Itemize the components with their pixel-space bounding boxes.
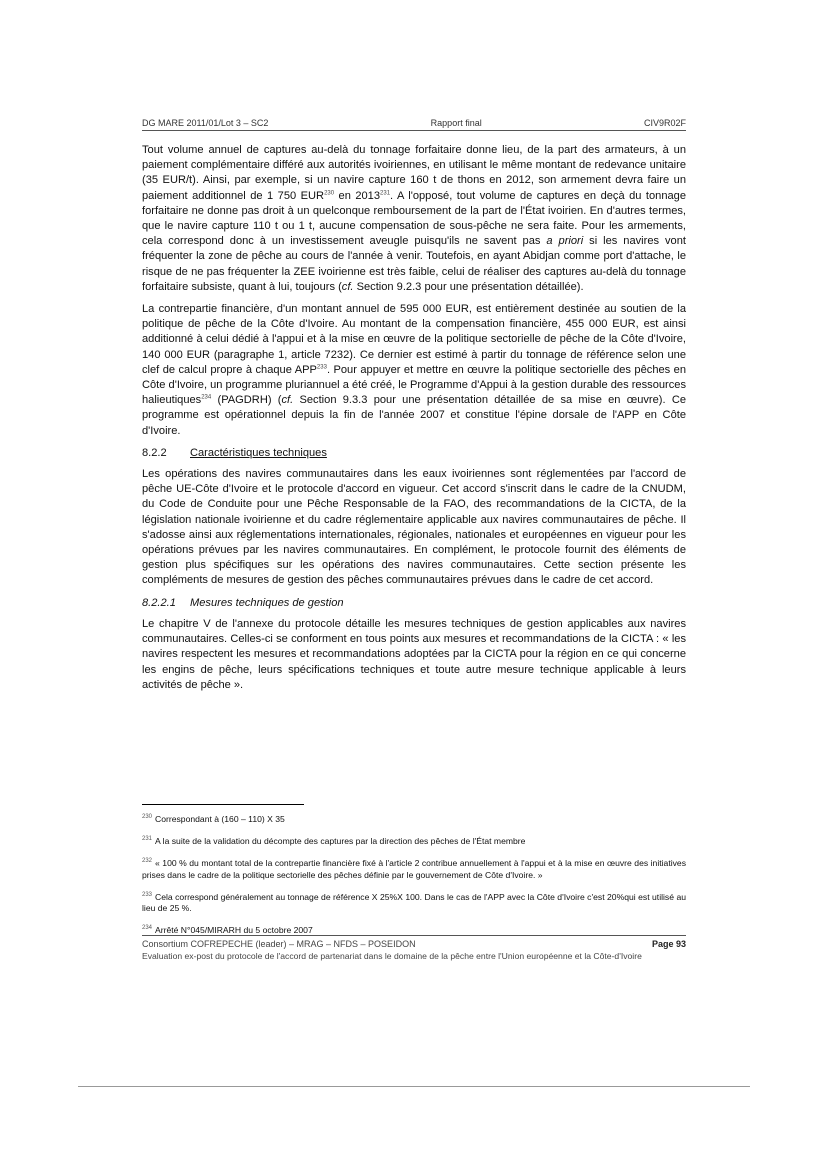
header-center: Rapport final <box>430 118 482 128</box>
paragraph-2 <box>142 302 686 439</box>
footnote <box>142 811 686 825</box>
footnotes <box>142 811 686 944</box>
footer-row <box>142 939 686 949</box>
footnote-text: Arrêté N°045/MIRARH du 5 octobre 2007 <box>155 925 313 936</box>
subsection-number: 8.2.2.1 <box>142 596 176 609</box>
page-number: Page 93 <box>651 939 686 949</box>
section-title: Caractéristiques techniques <box>190 446 327 459</box>
footnote-ref-233[interactable]: 233 <box>316 364 327 371</box>
paragraph-4: Le chapitre V de l'annexe du protocole détaille les mesures techniques de gestion applicables aux navires communautaires. Celles-ci se conforment en tous points aux mesures et recommandations de la CICTA : « les navires respectent les mesures et recommandations adoptées par la CICTA pour la région en ce qui concerne les engins de pêche, leurs spécifications techniques et toute autre mesure technique applicable à leurs activités de pêche ». <box>142 617 686 691</box>
footnote-ref-230[interactable]: 230 <box>324 189 335 196</box>
paragraph-3: Les opérations des navires communautaires dans les eaux ivoiriennes sont réglementées par l'accord de pêche UE-Côte d'Ivoire et le protocole d'accord en vigueur. Cet accord s'inscrit dans le cadre de la CNUDM, du Code de Conduite pour une Pêche Responsable de la FAO, des recommandations de la CICTA, de la législation nationale ivoirienne et du cadre réglementaire applicable aux navires communautaires de pêche. Il s'adosse ainsi aux réglementations internationales, régionales, nationales et européennes en vigueur pour les opérations prévues par les navires communautaires. En complément, le protocole fournit des éléments de gestion plus spécifiques sur les opérations des navires communautaires. Cette section présente les compléments de mesures de gestion des pêches communautaires prévues dans le cadre de cet accord. <box>142 468 686 587</box>
p1-cf: cf. <box>341 280 354 293</box>
footnote-text: Correspondant à (160 – 110) X 35 <box>155 813 285 824</box>
footnote-text: « 100 % du montant total de la contrepartie financière fixé à l'article 2 contribue annuellement à l'appui et à la mise en œuvre des initiatives prises dans le cadre de la politique sectorielle des pêches définie par le gouvernement de Côte d'Ivoire. » <box>142 857 686 880</box>
footnote-separator <box>142 804 304 805</box>
p2-text-c: (PAGDRH) ( <box>211 394 282 407</box>
p2-text-b: . Pour appuyer et mettre en œuvre la politique sectorielle des pêches en Côte d'Ivoire, un programme pluriannuel a été créé, le Programme d'Appui à la gestion durable des ressources halieutiques <box>142 363 686 407</box>
footnote-ref-231[interactable]: 231 <box>380 189 391 196</box>
footnote-ref-234[interactable]: 234 <box>201 394 212 401</box>
p1-text-a: Tout volume annuel de captures au-delà du tonnage forfaitaire donne lieu, de la part des armateurs, à un paiement complémentaire différé aux autorités ivoiriennes, en utilisant le même montant de redevance unitaire (35 EUR/t). Ainsi, par exemple, si un navire capture 160 t de thons en 2012, son armement devra faire un paiement additionnel de 1 750 EUR <box>142 144 686 202</box>
footnote-text: Cela correspond généralement au tonnage de référence X 25%X 100. Dans le cas de l'APP avec la Côte d'Ivoire c'est 20%qui est utilisé au lieu de 25 %. <box>142 891 686 914</box>
p1-text-c: . A l'opposé, tout volume de captures en deçà du tonnage forfaitaire ne donne pas droit à un quelconque remboursement de la part de l'État ivoirien. En d'autres termes, que le navire capture 110 t ou 1 t, aucune compensation de sous-pêche ne sera faite. Pour les armements, cela correspond donc à un investissement aveugle puisqu'ils ne savent pas <box>142 189 686 248</box>
p1-text-d: si les navires vont fréquenter la zone de pêche au cours de l'année à venir. Toutefois, en ayant Abidjan comme port d'attache, le risque de ne pas fréquenter la ZEE ivoirienne est très faible, celui de réaliser des captures au-delà du tonnage forfaitaire subsiste, quant à lui, toujours ( <box>142 235 686 293</box>
p2-cf: cf. <box>281 394 294 407</box>
section-number: 8.2.2 <box>142 446 167 459</box>
page-footer <box>142 935 686 961</box>
p2-text-d: Section 9.3.3 pour une présentation détaillée de sa mise en œuvre). Ce programme est opérationnel depuis la fin de l'année 2007 et constitue l'épine dorsale de l'APP en Côte d'Ivoire. <box>142 394 687 437</box>
footnote <box>142 889 686 915</box>
section-heading-8-2-2 <box>142 446 686 461</box>
footer-subtitle: Evaluation ex-post du protocole de l'accord de partenariat dans le domaine de la pêche entre l'Union européenne et la Côte-d'Ivoire <box>142 951 642 961</box>
subsection-heading-8-2-2-1 <box>142 596 686 611</box>
footnote-number: 233 <box>142 891 153 898</box>
footnote-text: A la suite de la validation du décompte des captures par la direction des pêches de l'État membre <box>155 835 526 846</box>
footnote-number: 231 <box>142 835 153 842</box>
footnote-number: 234 <box>142 925 153 932</box>
page-bottom-divider <box>78 1086 750 1087</box>
footnote-number: 230 <box>142 814 153 820</box>
body-text <box>142 143 686 700</box>
p1-text-e: Section 9.2.3 pour une présentation détaillée). <box>353 280 584 293</box>
paragraph-1 <box>142 143 686 295</box>
footnote <box>142 855 686 881</box>
p1-italic: a priori <box>546 235 584 248</box>
page-header <box>142 118 686 131</box>
header-left: DG MARE 2011/01/Lot 3 – SC2 <box>142 118 269 128</box>
header-right: CIV9R02F <box>643 118 686 128</box>
subsection-title: Mesures techniques de gestion <box>190 596 344 609</box>
p1-text-b: en 2013 <box>334 189 381 202</box>
footnote-number: 232 <box>142 857 153 864</box>
p2-text-a: La contrepartie financière, d'un montant annuel de 595 000 EUR, est entièrement destinée au soutien de la politique de pêche de la Côte d'Ivoire. Au montant de la compensation financière, 455 000 EUR, est ainsi additionné à celui dédié à l'appui et à la mise en œuvre de la politique sectorielle de pêche de la Côte d'Ivoire, 140 000 EUR (paragraphe 1, article 7232). Ce dernier est estimé à partir du tonnage de référence selon une clef de calcul propre à chaque APP <box>142 303 686 376</box>
footnote <box>142 833 686 847</box>
footer-consortium: Consortium COFREPECHE (leader) – MRAG – NFDS – POSEIDON <box>142 939 416 949</box>
